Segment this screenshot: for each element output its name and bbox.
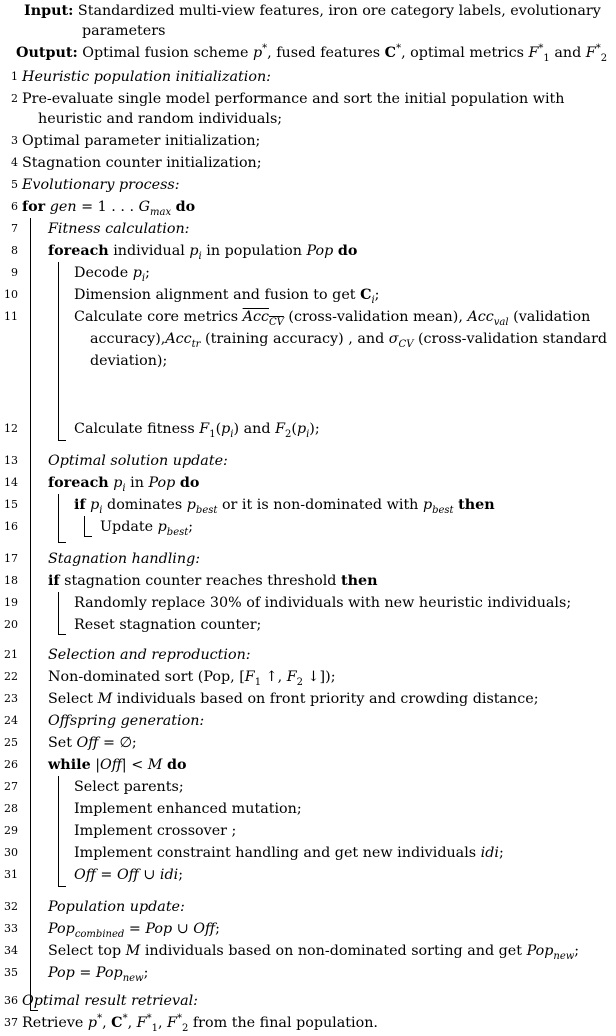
input-label: Input: bbox=[24, 3, 74, 19]
output-line: Output: Optimal fusion scheme p*, fused features C*, optimal metrics $F^*_1$ and $F^*_2$ bbox=[16, 43, 608, 64]
foreach-bar-2 bbox=[58, 494, 59, 542]
input-text: Standardized multi-view features, iron ore category labels, evolutionary bbox=[77, 3, 601, 19]
foreach-bar-1 bbox=[58, 262, 59, 440]
input-line bbox=[24, 2, 601, 20]
algorithm-block: Input: Standardized multi-view features, iron ore category labels, evolutionary parameters Output: Optimal fusion scheme p*, fused features C*, optimal metrics $F^*_1$ and $F^*_2$ 1 Heuristic population initialization: 2 Pre-evaluate single model performance and sort the initial population with heuristic and random individuals; 3 Optimal parameter initialization; 4 Stagnation counter initialization; 5 Evolutionary process: 6 for gen = 1 . . . $G_{max}$ do 7 Fitness calculation: 8 foreach individual $p_i$ in population Pop do 9 Decode $p_i$; 10 Dimension alignment and fusion to get $C_i$; 11 Calculate core metrics Acc$_{CV}$ (cross-validation mean), Acc$_{val}$ (validation accuracy),Acc$_{tr}$ (training accuracy) , and $\sigma_{CV}$ (cross-validation standard deviation); 12 Calculate fitness $F_1(p_i)$ and $F_2(p_i)$; 13 Optimal solution update: 14 foreach $p_i$ in Pop do 15 if $p_i$ dominates $p_{best}$ or it is non-dominated with $p_{best}$ then 16 Update $p_{best}$; 17 Stagnation handling: 18 if stagnation counter reaches threshold then 19 Randomly replace 30% of individuals with new heuristic individuals; 20 Reset stagnation counter; 21 Selection and reproduction: 22 Non-dominated sort (Pop, [$F_1$ ↑, $F_2$ ↓]); 23 Select M individuals based on front priority and crowding distance; 24 Offspring generation: 25 Set Off = ∅; 26 while |Off| < M do 27 Select parents; 28 Implement enhanced mutation; 29 Implement crossover ; 30 Implement constraint handling and get new individuals idi; 31 Off = Off ∪ idi; 32 Population update: 33 Pop$_{combined}$ = Pop ∪ Off; 34 Select top M individuals based on non-dominated sorting and get Pop$_{new}$; 35 Pop = Pop$_{new}$; 36 Optimal result retrieval: 37 Retrieve p*, C*, $F^*_1$, $F^*_2$ from the final population. bbox=[4, 3, 608, 1034]
while-bar bbox=[58, 776, 59, 886]
input-line-cont: parameters bbox=[82, 23, 166, 39]
if-bar-1 bbox=[84, 516, 85, 536]
output-label: Output: bbox=[16, 45, 78, 61]
if-bar-2 bbox=[58, 592, 59, 634]
for-loop-bar bbox=[30, 218, 31, 1010]
